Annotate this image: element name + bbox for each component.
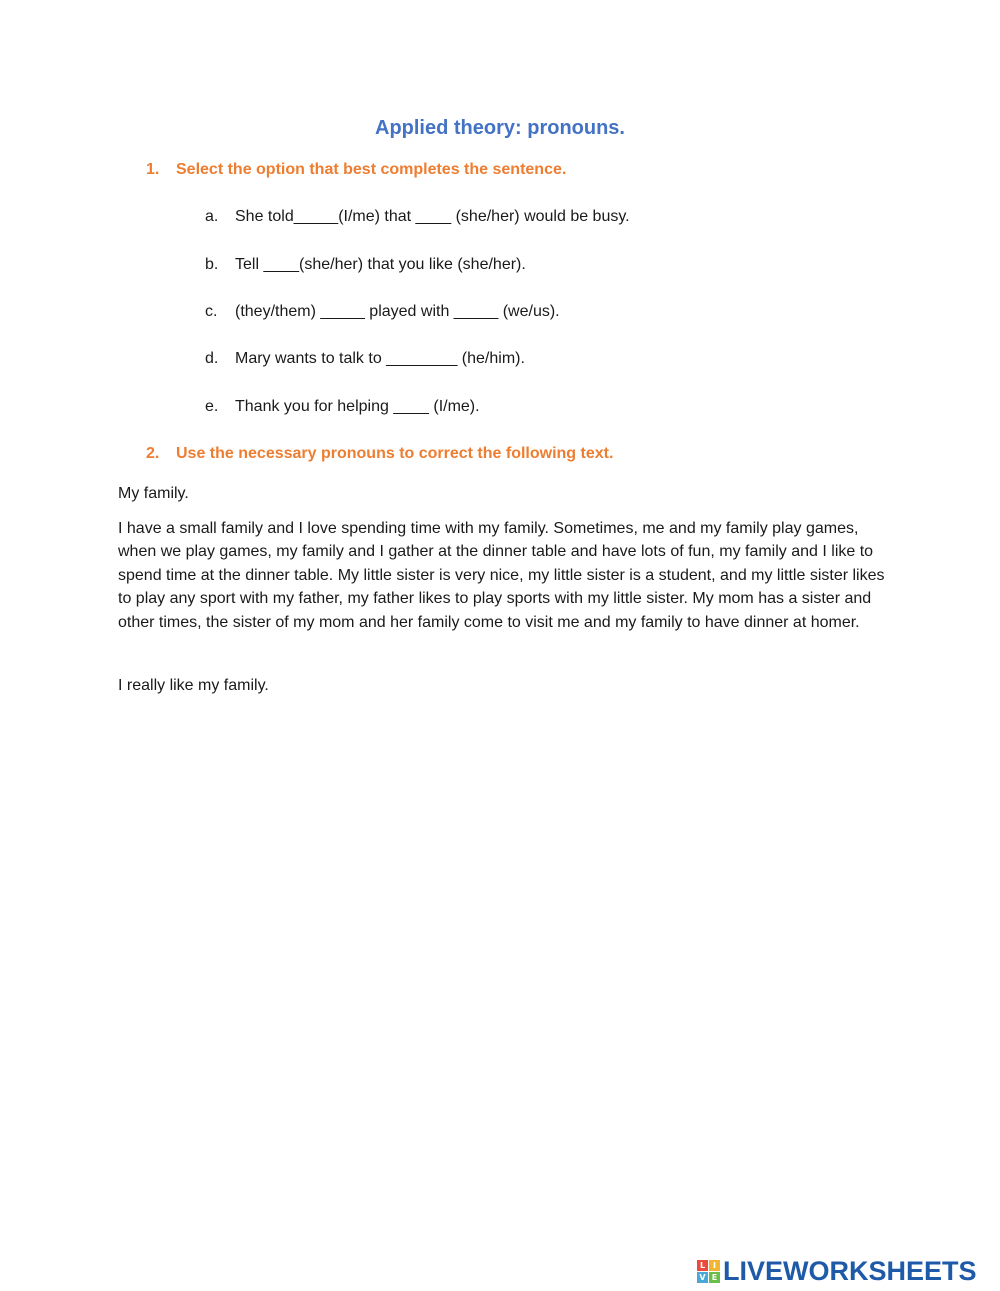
logo-mark-icon (697, 1260, 720, 1283)
question-1-heading (146, 161, 566, 179)
list-item-text: Tell ____(she/her) that you like (she/her). (235, 256, 526, 273)
list-item (205, 303, 560, 321)
question-1-number: 1. (146, 161, 160, 178)
list-item-text: Thank you for helping ____ (I/me). (235, 398, 480, 415)
logo-mark-letter: L (697, 1260, 708, 1271)
list-item (205, 208, 630, 226)
list-item-letter: e. (205, 398, 219, 415)
text-closing: I really like my family. (118, 677, 269, 694)
list-item (205, 398, 480, 416)
page-title: Applied theory: pronouns. (375, 117, 625, 139)
logo-mark-letter: E (709, 1272, 720, 1283)
logo-mark-letter: V (697, 1272, 708, 1283)
question-1-text: Select the option that best completes the sentence. (176, 161, 567, 178)
list-item (205, 350, 525, 368)
logo-text: LIVEWORKSHEETS (723, 1256, 977, 1286)
list-item-text: She told_____(I/me) that ____ (she/her) would be busy. (235, 208, 630, 225)
text-title: My family. (118, 485, 189, 502)
question-2-heading (146, 445, 613, 463)
list-item-letter: b. (205, 256, 219, 273)
text-paragraph: I have a small family and I love spending time with my family. Sometimes, me and my family play games, when we play games, my family and I gather at the dinner table and have lots of fun, my family and I like to spend time at the dinner table. My little sister is very nice, my little sister is a student, and my little sister likes to play any sport with my father, my father likes to play sports with my little sister. My mom has a sister and other times, the sister of my mom and her family come to visit me and my family to have dinner at homer. (118, 520, 885, 631)
question-2-text: Use the necessary pronouns to correct the following text. (176, 445, 614, 462)
liveworksheets-logo (697, 1258, 977, 1284)
list-item-letter: d. (205, 350, 219, 367)
list-item (205, 256, 526, 274)
list-item-text: (they/them) _____ played with _____ (we/us). (235, 303, 560, 320)
list-item-letter: a. (205, 208, 219, 225)
list-item-letter: c. (205, 303, 218, 320)
logo-mark-letter: I (709, 1260, 720, 1271)
list-item-text: Mary wants to talk to ________ (he/him). (235, 350, 525, 367)
question-2-number: 2. (146, 445, 160, 462)
